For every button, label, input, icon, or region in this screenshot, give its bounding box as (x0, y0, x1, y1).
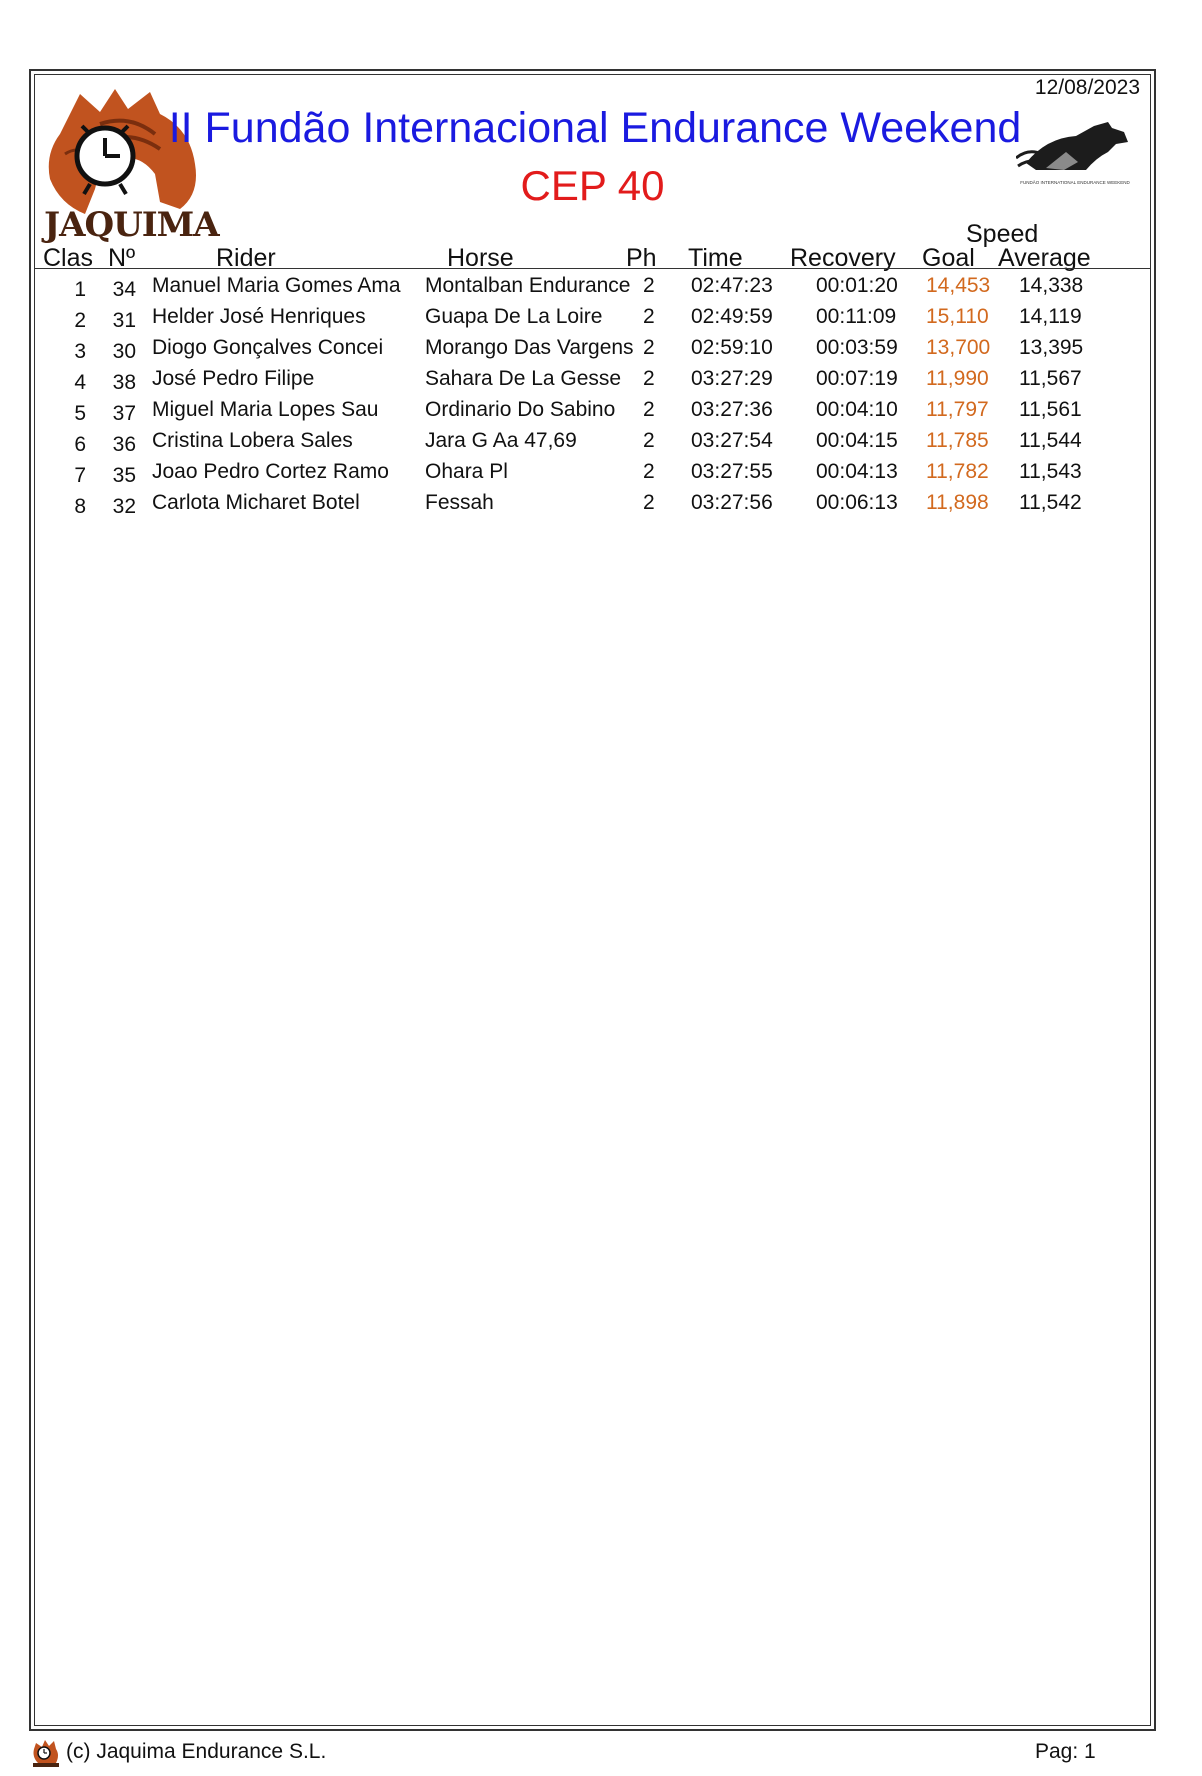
row-recovery: 00:04:15 (816, 429, 898, 452)
row-time: 03:27:55 (691, 460, 773, 483)
row-number: 35 (112, 464, 136, 487)
row-horse: Jara G Aa 47,69 (425, 429, 577, 452)
column-average: Average (998, 244, 1091, 272)
row-average: 14,119 (1019, 305, 1082, 328)
row-average: 11,561 (1019, 398, 1082, 421)
row-phase: 2 (643, 491, 655, 514)
row-number: 38 (112, 371, 136, 394)
row-horse: Guapa De La Loire (425, 305, 603, 328)
row-recovery: 00:06:13 (816, 491, 898, 514)
row-goal: 11,782 (926, 460, 989, 483)
column-number: Nº (108, 244, 136, 272)
row-average: 14,338 (1019, 274, 1084, 297)
column-speed-group: Speed (966, 220, 1039, 248)
row-goal: 15,110 (926, 305, 989, 328)
row-horse: Ordinario Do Sabino (425, 398, 616, 421)
row-average: 11,544 (1019, 429, 1082, 452)
jaquima-logo-text: JAQUIMA (44, 205, 219, 245)
row-time: 03:27:29 (691, 367, 773, 390)
row-rider: Helder José Henriques (152, 305, 366, 328)
row-goal: 13,700 (926, 336, 991, 359)
column-goal: Goal (922, 244, 975, 272)
row-goal: 11,990 (926, 367, 989, 390)
row-time: 03:27:36 (691, 398, 773, 421)
table-row (0, 491, 1202, 522)
row-phase: 2 (643, 305, 655, 328)
row-number: 36 (112, 433, 136, 456)
row-recovery: 00:03:59 (816, 336, 898, 359)
row-rider: Miguel Maria Lopes Sau (152, 398, 379, 421)
row-rider: Joao Pedro Cortez Ramo (152, 460, 389, 483)
footer-copyright: (c) Jaquima Endurance S.L. (66, 1740, 327, 1763)
row-time: 02:59:10 (691, 336, 773, 359)
row-phase: 2 (643, 460, 655, 483)
row-recovery: 00:04:13 (816, 460, 898, 483)
row-number: 32 (112, 495, 136, 518)
row-average: 11,542 (1019, 491, 1082, 514)
row-goal: 14,453 (926, 274, 991, 297)
table-row (0, 429, 1202, 460)
row-goal: 11,785 (926, 429, 989, 452)
row-phase: 2 (643, 274, 655, 297)
fundao-logo-caption: FUNDÃO INTERNATIONAL ENDURANCE WEEKEND (1020, 180, 1130, 185)
row-horse: Ohara Pl (425, 460, 508, 483)
row-recovery: 00:01:20 (816, 274, 898, 297)
row-average: 11,567 (1019, 367, 1082, 390)
table-row (0, 367, 1202, 398)
column-rider: Rider (216, 244, 276, 272)
row-time: 02:49:59 (691, 305, 773, 328)
row-goal: 11,797 (926, 398, 989, 421)
row-clas: 4 (74, 371, 86, 394)
fundao-horse-logo (1016, 118, 1134, 190)
table-row (0, 274, 1202, 305)
table-row (0, 460, 1202, 491)
row-recovery: 00:07:19 (816, 367, 898, 390)
row-number: 30 (112, 340, 136, 363)
row-rider: Diogo Gonçalves Concei (152, 336, 384, 359)
row-rider: Cristina Lobera Sales (152, 429, 353, 452)
table-row (0, 305, 1202, 336)
header-divider (34, 268, 1151, 269)
row-rider: Manuel Maria Gomes Ama (152, 274, 401, 297)
row-clas: 3 (74, 340, 86, 363)
row-horse: Morango Das Vargens (425, 336, 634, 359)
race-category: CEP 40 (520, 162, 665, 209)
column-time: Time (688, 244, 743, 272)
row-recovery: 00:04:10 (816, 398, 898, 421)
row-number: 31 (112, 309, 136, 332)
row-rider: Carlota Micharet Botel (152, 491, 360, 514)
row-number: 34 (112, 278, 136, 301)
row-clas: 5 (74, 402, 86, 425)
row-horse: Montalban Endurance (425, 274, 631, 297)
row-clas: 2 (74, 309, 86, 332)
row-clas: 1 (74, 278, 86, 301)
row-average: 11,543 (1019, 460, 1082, 483)
row-phase: 2 (643, 336, 655, 359)
row-goal: 11,898 (926, 491, 989, 514)
column-phase: Ph (626, 244, 657, 272)
table-row (0, 336, 1202, 367)
column-recovery: Recovery (790, 244, 896, 272)
row-recovery: 00:11:09 (816, 305, 897, 328)
row-rider: José Pedro Filipe (152, 367, 315, 390)
report-date: 12/08/2023 (1034, 76, 1140, 99)
row-average: 13,395 (1019, 336, 1084, 359)
row-phase: 2 (643, 429, 655, 452)
row-horse: Sahara De La Gesse (425, 367, 622, 390)
column-horse: Horse (447, 244, 514, 272)
footer-jaquima-logo (30, 1737, 62, 1769)
row-phase: 2 (643, 367, 655, 390)
row-clas: 6 (74, 433, 86, 456)
row-phase: 2 (643, 398, 655, 421)
row-time: 02:47:23 (691, 274, 773, 297)
row-time: 03:27:54 (691, 429, 773, 452)
row-clas: 7 (74, 464, 86, 487)
page-number: Pag: 1 (1035, 1740, 1096, 1763)
table-row (0, 398, 1202, 429)
row-number: 37 (112, 402, 136, 425)
column-clas: Clas (43, 244, 94, 272)
row-time: 03:27:56 (691, 491, 773, 514)
row-clas: 8 (74, 495, 86, 518)
row-horse: Fessah (425, 491, 494, 514)
event-title: II Fundão Internacional Endurance Weekend (168, 104, 1022, 152)
